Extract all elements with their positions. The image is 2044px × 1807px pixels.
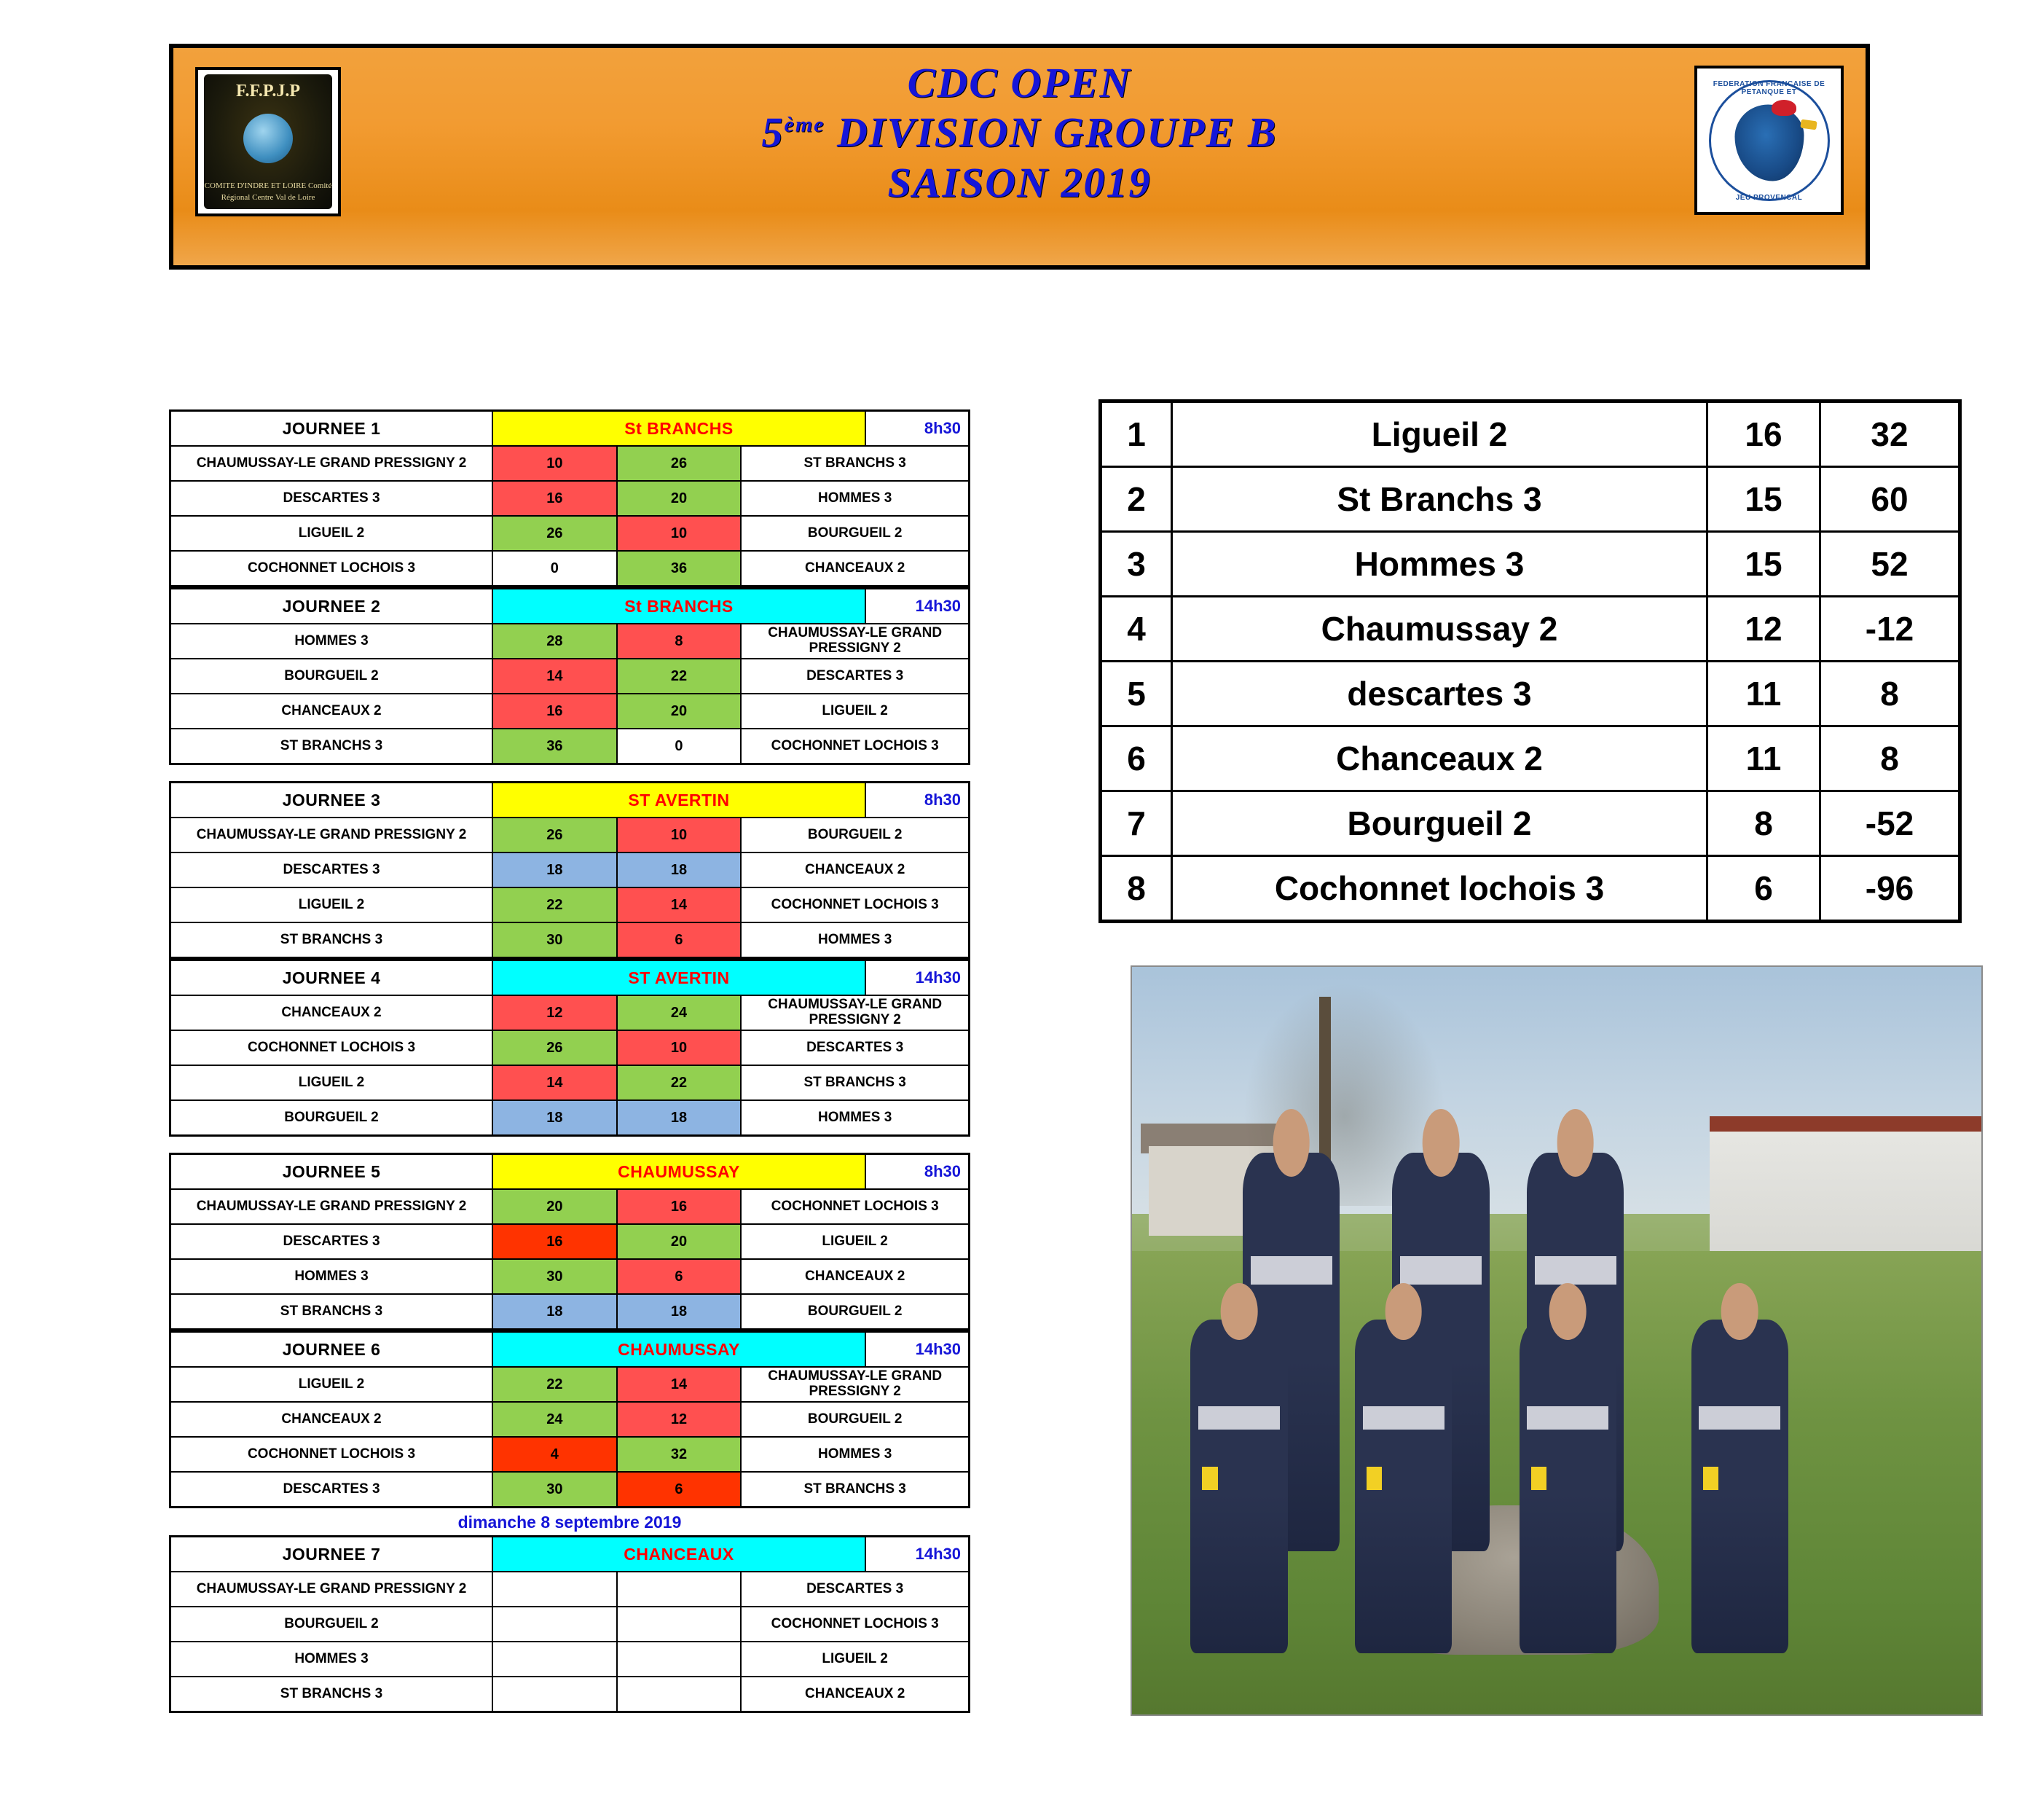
match-away-score: 32 xyxy=(617,1437,742,1472)
match-row xyxy=(170,481,970,516)
match-row xyxy=(170,922,970,958)
match-away-score: 0 xyxy=(617,729,742,764)
match-away-team: CHAUMUSSAY-LE GRAND PRESSIGNY 2 xyxy=(741,995,969,1030)
match-row xyxy=(170,852,970,887)
match-row xyxy=(170,995,970,1030)
photo-person xyxy=(1190,1320,1287,1653)
match-away-team: COCHONNET LOCHOIS 3 xyxy=(741,1189,969,1224)
match-away-score: 18 xyxy=(617,1100,742,1136)
photo-person-head xyxy=(1549,1283,1587,1340)
ranking-goal-difference: 60 xyxy=(1820,467,1960,532)
photo-person xyxy=(1691,1320,1788,1653)
match-row xyxy=(170,1100,970,1136)
match-home-team: DESCARTES 3 xyxy=(170,1224,493,1259)
ranking-goal-difference: 32 xyxy=(1820,401,1960,467)
match-row xyxy=(170,1065,970,1100)
match-away-team: COCHONNET LOCHOIS 3 xyxy=(741,1607,969,1642)
photo-person-bib xyxy=(1531,1467,1546,1490)
match-away-score: 10 xyxy=(617,516,742,551)
title-line-3: SAISON 2019 xyxy=(887,158,1152,206)
journee-header-row xyxy=(170,411,970,447)
photo-person-stripe xyxy=(1251,1256,1332,1284)
match-home-team: ST BRANCHS 3 xyxy=(170,1294,493,1330)
match-away-score: 6 xyxy=(617,922,742,958)
journee-header-row xyxy=(170,783,970,818)
journee-table xyxy=(169,587,970,765)
match-home-team: ST BRANCHS 3 xyxy=(170,922,493,958)
match-home-score xyxy=(492,1607,617,1642)
match-away-score: 6 xyxy=(617,1472,742,1508)
journee-title: JOURNEE 5 xyxy=(170,1154,493,1190)
page-title xyxy=(173,58,1866,208)
match-row xyxy=(170,887,970,922)
journee-title: JOURNEE 2 xyxy=(170,589,493,624)
ranking-position: 2 xyxy=(1101,467,1172,532)
photo-person-bib xyxy=(1367,1467,1382,1490)
match-home-score: 16 xyxy=(492,481,617,516)
match-away-team: BOURGUEIL 2 xyxy=(741,516,969,551)
match-home-team: LIGUEIL 2 xyxy=(170,516,493,551)
match-away-score: 6 xyxy=(617,1259,742,1294)
match-away-score xyxy=(617,1677,742,1712)
match-home-score: 14 xyxy=(492,659,617,694)
match-home-team: COCHONNET LOCHOIS 3 xyxy=(170,1437,493,1472)
ranking-goal-difference: 8 xyxy=(1820,662,1960,726)
schedule-gap xyxy=(169,1137,970,1153)
match-away-team: ST BRANCHS 3 xyxy=(741,446,969,481)
match-away-team: BOURGUEIL 2 xyxy=(741,1402,969,1437)
ranking-position: 4 xyxy=(1101,597,1172,662)
ranking-row xyxy=(1101,726,1960,791)
match-away-score xyxy=(617,1572,742,1607)
match-row xyxy=(170,818,970,852)
ranking-points: 11 xyxy=(1707,662,1820,726)
ranking-goal-difference: 52 xyxy=(1820,532,1960,597)
photo-person-stripe xyxy=(1198,1406,1280,1430)
match-away-team: CHANCEAUX 2 xyxy=(741,551,969,587)
match-home-team: DESCARTES 3 xyxy=(170,481,493,516)
match-away-score: 10 xyxy=(617,1030,742,1065)
ranking-goal-difference: -12 xyxy=(1820,597,1960,662)
match-row xyxy=(170,1294,970,1330)
ffpjp-logo-subtitle: COMITE D'INDRE ET LOIRE Comité Régional Centre Val de Loire xyxy=(204,181,332,202)
match-row xyxy=(170,1189,970,1224)
journee-time: 8h30 xyxy=(865,1154,970,1190)
photo-person-stripe xyxy=(1535,1256,1616,1284)
match-home-team: CHAUMUSSAY-LE GRAND PRESSIGNY 2 xyxy=(170,1572,493,1607)
match-row xyxy=(170,516,970,551)
match-away-score: 18 xyxy=(617,1294,742,1330)
schedule-date-note: dimanche 8 septembre 2019 xyxy=(457,1513,682,1532)
match-home-score: 14 xyxy=(492,1065,617,1100)
title-line-2 xyxy=(173,108,1866,157)
photo-person xyxy=(1355,1320,1452,1653)
journee-table xyxy=(169,959,970,1137)
match-away-team: BOURGUEIL 2 xyxy=(741,818,969,852)
match-home-team: CHANCEAUX 2 xyxy=(170,1402,493,1437)
match-row xyxy=(170,1642,970,1677)
match-away-team: LIGUEIL 2 xyxy=(741,1642,969,1677)
ranking-points: 8 xyxy=(1707,791,1820,856)
photo-person-stripe xyxy=(1527,1406,1608,1430)
division-label: DIVISION GROUPE B xyxy=(825,109,1278,157)
match-row xyxy=(170,551,970,587)
ranking-row xyxy=(1101,532,1960,597)
ranking-goal-difference: -52 xyxy=(1820,791,1960,856)
ranking-row xyxy=(1101,467,1960,532)
schedule-section xyxy=(169,409,970,1713)
header-banner xyxy=(169,44,1870,270)
journee-header-row xyxy=(170,589,970,624)
match-away-team: CHAUMUSSAY-LE GRAND PRESSIGNY 2 xyxy=(741,624,969,659)
journee-header-row xyxy=(170,1332,970,1368)
journee-header-row xyxy=(170,1537,970,1572)
match-away-team: BOURGUEIL 2 xyxy=(741,1294,969,1330)
journee-place: ST AVERTIN xyxy=(492,960,865,996)
ranking-team-name: Hommes 3 xyxy=(1172,532,1707,597)
match-home-team: HOMMES 3 xyxy=(170,1642,493,1677)
match-home-score: 16 xyxy=(492,694,617,729)
ranking-team-name: Chaumussay 2 xyxy=(1172,597,1707,662)
match-away-team: COCHONNET LOCHOIS 3 xyxy=(741,887,969,922)
journee-title: JOURNEE 1 xyxy=(170,411,493,447)
journee-table xyxy=(169,1153,970,1330)
match-home-score: 26 xyxy=(492,516,617,551)
division-ordinal-suffix: ème xyxy=(784,113,825,138)
photo-person-head xyxy=(1557,1109,1594,1177)
federation-logo-arc-top: FEDERATION FRANCAISE DE PETANQUE ET xyxy=(1713,80,1825,96)
match-home-score: 24 xyxy=(492,1402,617,1437)
match-home-score: 30 xyxy=(492,1472,617,1508)
photo-team-members xyxy=(1183,1132,1930,1670)
match-home-score: 22 xyxy=(492,1367,617,1402)
match-home-score: 36 xyxy=(492,729,617,764)
match-row xyxy=(170,1607,970,1642)
match-home-score: 18 xyxy=(492,1294,617,1330)
match-away-team: COCHONNET LOCHOIS 3 xyxy=(741,729,969,764)
match-home-team: CHAUMUSSAY-LE GRAND PRESSIGNY 2 xyxy=(170,1189,493,1224)
journee-table xyxy=(169,781,970,959)
match-row xyxy=(170,446,970,481)
photo-person-head xyxy=(1721,1283,1758,1340)
match-home-team: DESCARTES 3 xyxy=(170,852,493,887)
ranking-team-name: descartes 3 xyxy=(1172,662,1707,726)
match-home-team: HOMMES 3 xyxy=(170,624,493,659)
match-away-score: 36 xyxy=(617,551,742,587)
match-away-team: HOMMES 3 xyxy=(741,1100,969,1136)
match-home-score: 0 xyxy=(492,551,617,587)
match-row xyxy=(170,1367,970,1402)
match-away-score xyxy=(617,1642,742,1677)
ranking-points: 12 xyxy=(1707,597,1820,662)
match-away-team: CHANCEAUX 2 xyxy=(741,1677,969,1712)
ranking-position: 1 xyxy=(1101,401,1172,467)
photo-person-stripe xyxy=(1363,1406,1444,1430)
ranking-row xyxy=(1101,662,1960,726)
match-home-team: LIGUEIL 2 xyxy=(170,887,493,922)
match-home-score: 22 xyxy=(492,887,617,922)
journee-header-row xyxy=(170,960,970,996)
photo-person-bib xyxy=(1202,1467,1217,1490)
ranking-team-name: St Branchs 3 xyxy=(1172,467,1707,532)
match-row xyxy=(170,1437,970,1472)
match-home-team: CHAUMUSSAY-LE GRAND PRESSIGNY 2 xyxy=(170,446,493,481)
match-home-team: BOURGUEIL 2 xyxy=(170,659,493,694)
match-row xyxy=(170,729,970,764)
match-away-score: 16 xyxy=(617,1189,742,1224)
ranking-team-name: Bourgueil 2 xyxy=(1172,791,1707,856)
ranking-table xyxy=(1098,399,1962,923)
match-home-team: CHANCEAUX 2 xyxy=(170,995,493,1030)
match-row xyxy=(170,1224,970,1259)
match-home-score xyxy=(492,1642,617,1677)
match-home-score: 20 xyxy=(492,1189,617,1224)
match-away-team: ST BRANCHS 3 xyxy=(741,1065,969,1100)
match-away-score: 14 xyxy=(617,1367,742,1402)
journee-title: JOURNEE 6 xyxy=(170,1332,493,1368)
match-home-score: 18 xyxy=(492,1100,617,1136)
match-away-team: CHANCEAUX 2 xyxy=(741,852,969,887)
match-home-team: CHANCEAUX 2 xyxy=(170,694,493,729)
journee-place: CHAUMUSSAY xyxy=(492,1154,865,1190)
ranking-points: 15 xyxy=(1707,467,1820,532)
ffpjp-logo-title: F.F.P.J.P xyxy=(235,82,301,101)
match-away-score: 18 xyxy=(617,852,742,887)
match-home-team: ST BRANCHS 3 xyxy=(170,729,493,764)
title-line-1: CDC OPEN xyxy=(907,59,1132,106)
ranking-position: 3 xyxy=(1101,532,1172,597)
journee-table xyxy=(169,409,970,587)
match-home-score: 4 xyxy=(492,1437,617,1472)
journee-title: JOURNEE 4 xyxy=(170,960,493,996)
ranking-position: 5 xyxy=(1101,662,1172,726)
journee-time: 14h30 xyxy=(865,1537,970,1572)
journee-time: 14h30 xyxy=(865,1332,970,1368)
photo-person-stripe xyxy=(1400,1256,1482,1284)
match-row xyxy=(170,694,970,729)
rooster-comb-shape xyxy=(1772,100,1796,116)
match-away-score: 14 xyxy=(617,887,742,922)
match-row xyxy=(170,1572,970,1607)
match-home-team: BOURGUEIL 2 xyxy=(170,1607,493,1642)
match-away-score: 12 xyxy=(617,1402,742,1437)
match-home-team: COCHONNET LOCHOIS 3 xyxy=(170,551,493,587)
ranking-team-name: Cochonnet lochois 3 xyxy=(1172,856,1707,922)
match-home-team: CHAUMUSSAY-LE GRAND PRESSIGNY 2 xyxy=(170,818,493,852)
match-away-score: 10 xyxy=(617,818,742,852)
match-home-score xyxy=(492,1677,617,1712)
photo-person-head xyxy=(1385,1283,1422,1340)
match-home-score: 10 xyxy=(492,446,617,481)
federation-logo-arc-bottom: JEU PROVENCAL xyxy=(1735,194,1803,202)
journee-table xyxy=(169,1535,970,1713)
match-away-team: DESCARTES 3 xyxy=(741,659,969,694)
ranking-points: 16 xyxy=(1707,401,1820,467)
journee-table xyxy=(169,1330,970,1508)
match-row xyxy=(170,1472,970,1508)
match-away-score: 26 xyxy=(617,446,742,481)
match-home-score: 16 xyxy=(492,1224,617,1259)
ranking-row xyxy=(1101,791,1960,856)
match-home-score: 26 xyxy=(492,818,617,852)
match-away-team: CHANCEAUX 2 xyxy=(741,1259,969,1294)
match-row xyxy=(170,1259,970,1294)
match-row xyxy=(170,1030,970,1065)
match-home-team: DESCARTES 3 xyxy=(170,1472,493,1508)
match-away-score: 20 xyxy=(617,694,742,729)
match-away-team: DESCARTES 3 xyxy=(741,1572,969,1607)
match-away-team: HOMMES 3 xyxy=(741,481,969,516)
journee-header-row xyxy=(170,1154,970,1190)
ranking-position: 8 xyxy=(1101,856,1172,922)
journee-place: ST AVERTIN xyxy=(492,783,865,818)
journee-place: CHANCEAUX xyxy=(492,1537,865,1572)
match-away-score: 20 xyxy=(617,481,742,516)
match-row xyxy=(170,659,970,694)
match-away-score: 20 xyxy=(617,1224,742,1259)
journee-place: St BRANCHS xyxy=(492,411,865,447)
match-row xyxy=(170,1402,970,1437)
photo-person-head xyxy=(1221,1283,1258,1340)
schedule-gap xyxy=(169,765,970,781)
match-away-team: HOMMES 3 xyxy=(741,1437,969,1472)
photo-person-stripe xyxy=(1699,1406,1780,1430)
match-away-team: LIGUEIL 2 xyxy=(741,694,969,729)
journee-time: 14h30 xyxy=(865,589,970,624)
ranking-position: 7 xyxy=(1101,791,1172,856)
match-away-team: DESCARTES 3 xyxy=(741,1030,969,1065)
match-row xyxy=(170,1677,970,1712)
match-away-team: ST BRANCHS 3 xyxy=(741,1472,969,1508)
match-home-score: 26 xyxy=(492,1030,617,1065)
journee-time: 8h30 xyxy=(865,411,970,447)
match-away-team: HOMMES 3 xyxy=(741,922,969,958)
match-home-score xyxy=(492,1572,617,1607)
journee-place: CHAUMUSSAY xyxy=(492,1332,865,1368)
ranking-goal-difference: -96 xyxy=(1820,856,1960,922)
match-away-score: 8 xyxy=(617,624,742,659)
match-away-team: CHAUMUSSAY-LE GRAND PRESSIGNY 2 xyxy=(741,1367,969,1402)
match-home-team: ST BRANCHS 3 xyxy=(170,1677,493,1712)
photo-person-head xyxy=(1273,1109,1310,1177)
match-home-score: 18 xyxy=(492,852,617,887)
ranking-team-name: Ligueil 2 xyxy=(1172,401,1707,467)
match-home-team: LIGUEIL 2 xyxy=(170,1367,493,1402)
ranking-points: 6 xyxy=(1707,856,1820,922)
match-away-score: 22 xyxy=(617,659,742,694)
photo-person-bib xyxy=(1703,1467,1718,1490)
match-home-score: 30 xyxy=(492,922,617,958)
match-home-team: HOMMES 3 xyxy=(170,1259,493,1294)
ranking-row xyxy=(1101,856,1960,922)
match-row xyxy=(170,624,970,659)
ranking-row xyxy=(1101,597,1960,662)
journee-place: St BRANCHS xyxy=(492,589,865,624)
match-home-score: 12 xyxy=(492,995,617,1030)
ranking-points: 11 xyxy=(1707,726,1820,791)
photo-person-head xyxy=(1423,1109,1460,1177)
journee-title: JOURNEE 7 xyxy=(170,1537,493,1572)
journee-title: JOURNEE 3 xyxy=(170,783,493,818)
ranking-team-name: Chanceaux 2 xyxy=(1172,726,1707,791)
ranking-points: 15 xyxy=(1707,532,1820,597)
match-home-team: LIGUEIL 2 xyxy=(170,1065,493,1100)
team-photo xyxy=(1131,965,1983,1716)
federation-logo xyxy=(1694,66,1844,215)
match-home-team: BOURGUEIL 2 xyxy=(170,1100,493,1136)
match-home-team: COCHONNET LOCHOIS 3 xyxy=(170,1030,493,1065)
match-home-score: 28 xyxy=(492,624,617,659)
ranking-position: 6 xyxy=(1101,726,1172,791)
match-away-score xyxy=(617,1607,742,1642)
division-number: 5 xyxy=(761,109,785,157)
match-away-team: LIGUEIL 2 xyxy=(741,1224,969,1259)
journee-time: 14h30 xyxy=(865,960,970,996)
match-home-score: 30 xyxy=(492,1259,617,1294)
journee-time: 8h30 xyxy=(865,783,970,818)
ranking-row xyxy=(1101,401,1960,467)
photo-person xyxy=(1520,1320,1616,1653)
match-away-score: 24 xyxy=(617,995,742,1030)
match-away-score: 22 xyxy=(617,1065,742,1100)
ranking-goal-difference: 8 xyxy=(1820,726,1960,791)
